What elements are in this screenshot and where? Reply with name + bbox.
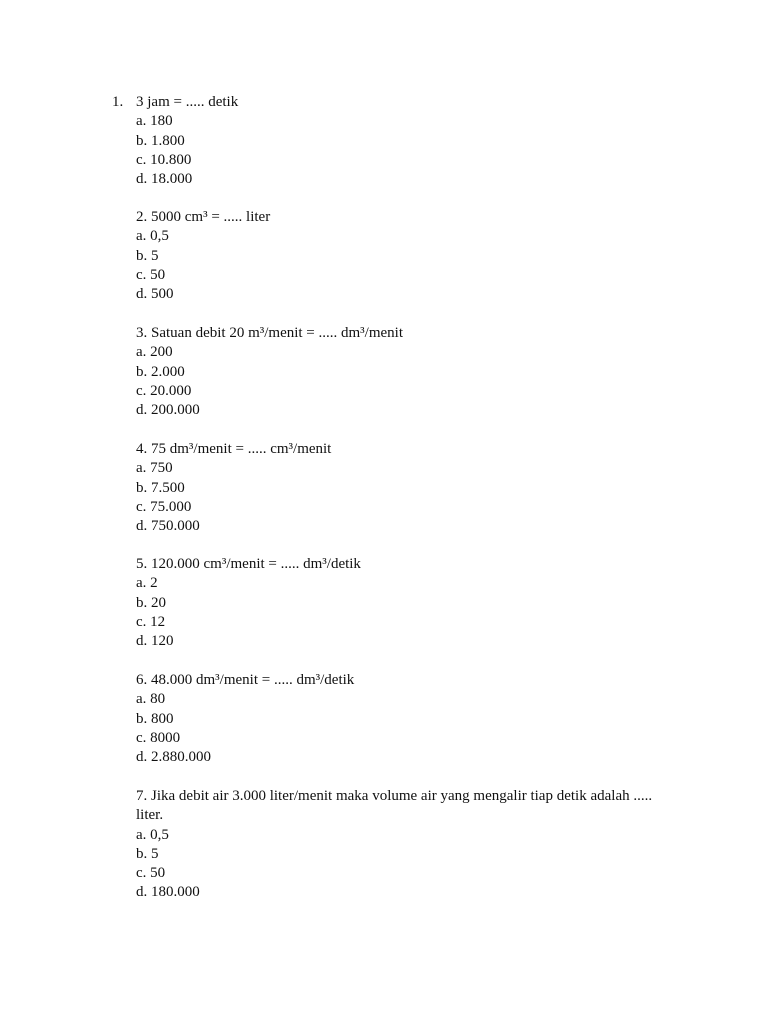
- question-5-text: 5. 120.000 cm³/menit = ..... dm³/detik: [136, 556, 361, 572]
- question-4-option-c: c. 75.000: [136, 498, 192, 515]
- question-5-option-c: c. 12: [136, 613, 166, 630]
- question-4-text: 4. 75 dm³/menit = ..... cm³/menit: [136, 441, 332, 457]
- question-6-option-b: b. 800: [136, 710, 174, 727]
- question-3: [136, 324, 676, 420]
- question-4: [136, 440, 676, 536]
- question-2-text: 2. 5000 cm³ = ..... liter: [136, 209, 271, 225]
- question-3-option-c: c. 20.000: [136, 382, 192, 399]
- question-5: [136, 555, 676, 651]
- question-1-option-d: d. 18.000: [136, 171, 193, 188]
- question-7: [136, 787, 676, 903]
- question-3-option-a: a. 200: [136, 344, 173, 361]
- question-4-option-b: b. 7.500: [136, 479, 185, 496]
- question-7-option-b: b. 5: [136, 845, 159, 862]
- question-2-option-c: c. 50: [136, 266, 166, 283]
- question-1: [112, 93, 676, 189]
- question-6: [136, 671, 676, 767]
- question-5-option-d: d. 120: [136, 633, 174, 650]
- question-4-option-a: a. 750: [136, 460, 173, 477]
- question-6-text: 6. 48.000 dm³/menit = ..... dm³/detik: [136, 672, 355, 688]
- question-2: [136, 208, 676, 304]
- question-1-option-b: b. 1.800: [136, 132, 185, 149]
- question-1-text: 3 jam = ..... detik: [136, 94, 239, 110]
- question-3-option-b: b. 2.000: [136, 363, 185, 380]
- question-1-option-c: c. 10.800: [136, 151, 192, 168]
- question-5-option-a: a. 2: [136, 575, 158, 592]
- question-2-option-d: d. 500: [136, 286, 174, 303]
- question-6-option-c: c. 8000: [136, 729, 181, 746]
- question-4-option-d: d. 750.000: [136, 518, 200, 535]
- question-7-option-c: c. 50: [136, 865, 166, 882]
- question-6-option-d: d. 2.880.000: [136, 749, 211, 766]
- question-6-option-a: a. 80: [136, 691, 166, 708]
- question-1-option-a: a. 180: [136, 113, 173, 130]
- question-2-option-b: b. 5: [136, 247, 159, 264]
- question-3-text: 3. Satuan debit 20 m³/menit = ..... dm³/menit: [136, 325, 404, 341]
- question-7-text: 7. Jika debit air 3.000 liter/menit maka volume air yang mengalir tiap detik adalah ..... liter.: [136, 788, 653, 824]
- question-3-option-d: d. 200.000: [136, 402, 200, 419]
- question-7-option-a: a. 0,5: [136, 826, 169, 843]
- question-7-option-d: d. 180.000: [136, 884, 200, 901]
- question-1-number: 1.: [112, 94, 124, 110]
- question-5-option-b: b. 20: [136, 594, 166, 611]
- question-2-option-a: a. 0,5: [136, 228, 169, 245]
